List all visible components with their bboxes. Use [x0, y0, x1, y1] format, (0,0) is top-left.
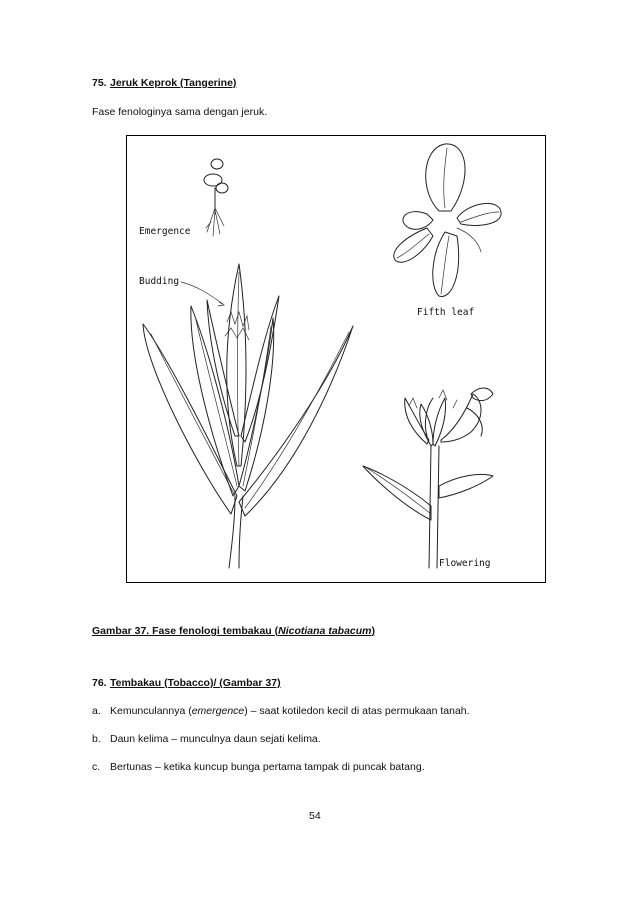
label-emergence: Emergence: [139, 226, 191, 237]
section-75-number: 75.: [92, 77, 107, 89]
section-75-body: Fase fenologinya sama dengan jeruk.: [92, 106, 268, 118]
list-item-letter: a.: [92, 705, 101, 717]
list-item-letter: c.: [92, 761, 101, 773]
tobacco-illustration: [127, 136, 547, 584]
list-item-italic: emergence: [191, 705, 245, 717]
caption-suffix: ): [371, 625, 375, 637]
list-item-text: Daun kelima – munculnya daun sejati kelima.: [110, 733, 321, 745]
list-item: [92, 733, 321, 746]
budding-plant-drawing: [143, 264, 353, 568]
figure-caption: [92, 625, 375, 638]
page-number: 54: [309, 810, 321, 822]
section-75-title: Jeruk Keprok (Tangerine): [110, 77, 237, 89]
fifth-leaf-plant-drawing: [394, 144, 501, 297]
section-76-title: Tembakau (Tobacco)/ (Gambar 37): [110, 677, 281, 689]
section-76-heading: [92, 677, 281, 690]
caption-species: Nicotiana tabacum: [278, 625, 372, 637]
budding-arrow: [181, 282, 223, 304]
flowering-plant-drawing: [363, 388, 493, 568]
list-item: [92, 761, 425, 774]
label-flowering: Flowering: [439, 558, 491, 569]
tobacco-phenology-figure: [126, 135, 546, 583]
list-item-text-before: Kemunculannya (: [110, 705, 192, 717]
section-75-heading: [92, 77, 236, 90]
list-item-text: Bertunas – ketika kuncup bunga pertama tampak di puncak batang.: [110, 761, 425, 773]
list-item-letter: b.: [92, 733, 101, 745]
section-76-number: 76.: [92, 677, 107, 689]
emergence-seedling-drawing: [204, 159, 228, 236]
caption-prefix: Gambar 37. Fase fenologi tembakau (: [92, 625, 279, 637]
label-budding: Budding: [139, 276, 180, 287]
list-item-text-after: ) – saat kotiledon kecil di atas permukaan tanah.: [244, 705, 470, 717]
list-item: [92, 705, 470, 718]
label-fifth-leaf: Fifth leaf: [417, 307, 475, 318]
